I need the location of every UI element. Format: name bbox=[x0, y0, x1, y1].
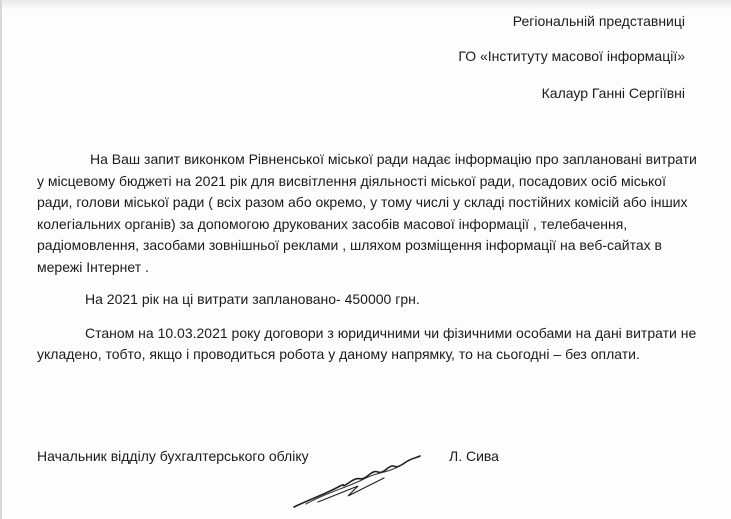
body-para1-line-2: у місцевому бюджеті на 2021 рік для висвітлення діяльності міської ради, посадових осіб міської bbox=[37, 173, 666, 189]
body-para1-line-6: мережі Інтернет . bbox=[37, 259, 149, 275]
body-para3-line-2: укладено, тобто, якщо і проводиться робота у даному напрямку, то на сьогодні – без оплати. bbox=[37, 346, 640, 362]
scan-left-edge bbox=[0, 0, 2, 519]
recipient-line-1: Регіональній представниці bbox=[512, 13, 685, 29]
body-para1-line-4: колегіальних органів) за допомогою друкованих засобів масової інформації , телебачення, bbox=[37, 216, 628, 232]
recipient-line-2: ГО «Інституту масової інформації» bbox=[458, 48, 685, 64]
body-para2: На 2021 рік на ці витрати заплановано- 450000 грн. bbox=[85, 291, 420, 307]
scan-top-shadow bbox=[0, 0, 731, 10]
body-para1-line-5: радіомовлення, засобами зовнішньої реклами , шляхом розміщення інформації на веб-сайтах в bbox=[37, 237, 662, 253]
body-para3-line-1: Станом на 10.03.2021 року договори з юридичними чи фізичними особами на дані витрати не bbox=[85, 325, 697, 341]
signer-name: Л. Сива bbox=[449, 448, 499, 464]
signature-scribble bbox=[288, 452, 428, 512]
body-para1-line-1: На Ваш запит виконком Рівненської міської ради надає інформацію про заплановані витрати bbox=[90, 151, 697, 167]
body-para1-line-3: ради, голови міської ради ( всіх разом або окремо, у тому числі у складі постійних комісій або інших bbox=[37, 194, 688, 210]
signer-position: Начальник відділу бухгалтерського обліку bbox=[37, 448, 309, 464]
recipient-line-3: Калаур Ганні Сергіївні bbox=[541, 85, 685, 101]
